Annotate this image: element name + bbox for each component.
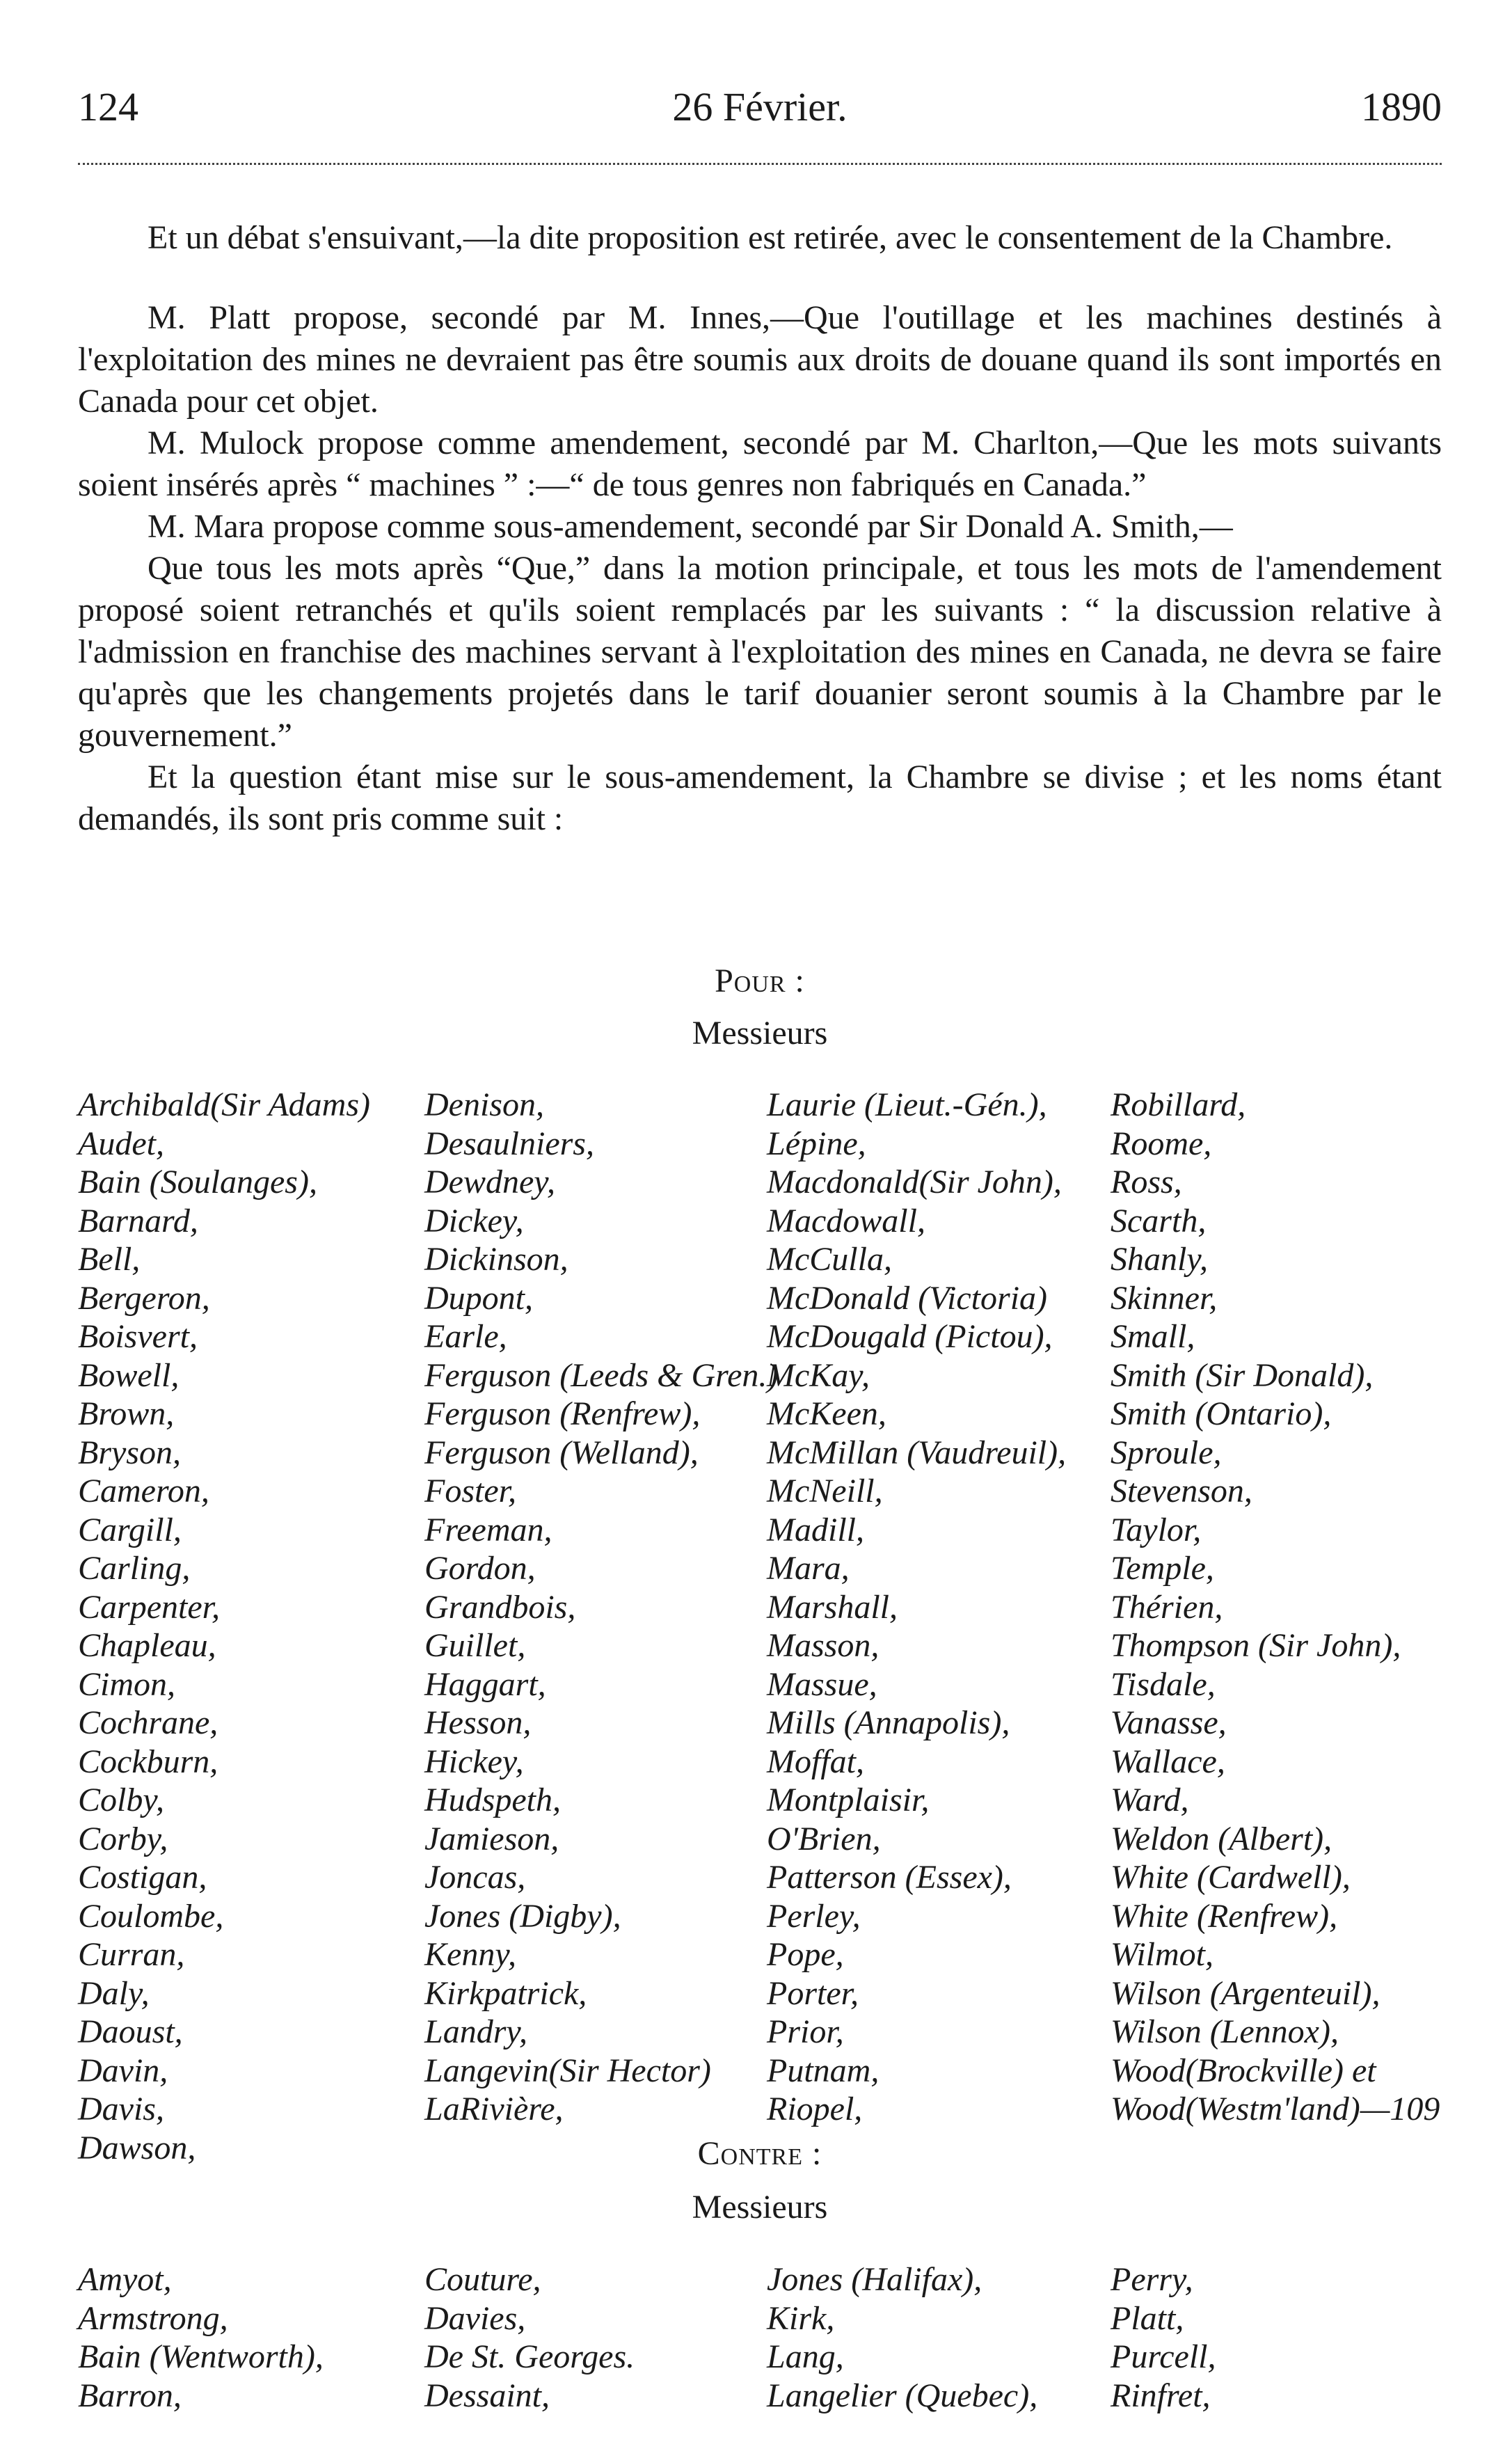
member-name: Roome,: [1111, 1125, 1212, 1162]
member-name: Boisvert,: [78, 1318, 198, 1355]
member-name: McKay,: [767, 1356, 870, 1394]
member-name: Patterson (Essex),: [767, 1859, 1012, 1896]
member-name: Bell,: [78, 1241, 141, 1278]
page-date: 26 Février.: [672, 84, 847, 129]
paragraph: Et la question étant mise sur le sous-amendement, la Chambre se divise ; et les noms étant demandés, ils sont pris comme suit :: [78, 759, 1442, 837]
pour-column: [1111, 1086, 1440, 2129]
member-name: Armstrong,: [78, 2299, 228, 2337]
member-name: McDonald (Victoria): [767, 1279, 1048, 1317]
member-name: Wilson (Lennox),: [1111, 2013, 1339, 2050]
member-name: Masson,: [767, 1627, 880, 1664]
member-name: Desaulniers,: [424, 1125, 594, 1162]
member-name: Dessaint,: [424, 2377, 550, 2414]
member-name: Ferguson (Renfrew),: [424, 1395, 701, 1432]
member-name: McKeen,: [767, 1395, 886, 1432]
member-name: Montplaisir,: [767, 1782, 930, 1818]
page-header: [78, 78, 1442, 141]
member-name: Couture,: [424, 2261, 541, 2298]
member-name: Archibald(Sir Adams): [78, 1086, 370, 1123]
contre-column: [424, 2260, 635, 2415]
member-name: Marshall,: [767, 1588, 898, 1626]
member-name: Ward,: [1111, 1782, 1189, 1818]
member-name: Jamieson,: [424, 1820, 559, 1857]
member-name: Audet,: [78, 1125, 164, 1162]
member-name: Massue,: [767, 1665, 877, 1703]
proceedings-text: [78, 217, 1442, 840]
paragraph: Et un débat s'ensuivant,—la dite proposition est retirée, avec le consentement de la Chambre.: [148, 219, 1393, 256]
member-name: Dickey,: [424, 1202, 524, 1239]
paragraph: M. Platt propose, secondé par M. Innes,—Que l'outillage et les machines destinés à l'exploitation des mines ne devraient pas être soumis aux droits de douane quand ils sont importés en Canada pour cet objet.: [78, 299, 1442, 420]
member-name: Dupont,: [424, 1279, 533, 1317]
member-name: Guillet,: [424, 1627, 526, 1664]
member-name: Robillard,: [1111, 1086, 1246, 1123]
member-name: Carling,: [78, 1550, 191, 1587]
member-name: Gordon,: [424, 1550, 536, 1587]
pour-subheading: Messieurs: [692, 1015, 828, 1052]
contre-column: [767, 2260, 1037, 2415]
member-name: Purcell,: [1111, 2338, 1216, 2375]
member-name: Dewdney,: [424, 1164, 555, 1200]
member-name: Hesson,: [424, 1704, 532, 1741]
member-name: Macdonald(Sir John),: [767, 1164, 1062, 1200]
member-name: Temple,: [1111, 1550, 1214, 1587]
member-name: Pope,: [767, 1936, 844, 1973]
journal-page: [78, 78, 1442, 2414]
paragraph: Que tous les mots après “Que,” dans la motion principale, et tous les mots de l'amendement proposé soient retranchés et qu'ils soient remplacés par les suivants : “ la discussion relative à l'admission en franchise des machines servant à l'exploitation des mines en Canada, ne devra se faire qu'après que les changements projetés dans le tarif douanier seront soumis à la Chambre par le gouvernement.”: [78, 550, 1442, 754]
member-name: Costigan,: [78, 1859, 207, 1896]
member-name: Tisdale,: [1111, 1665, 1216, 1703]
member-name: Lépine,: [767, 1125, 866, 1162]
member-name: Wilmot,: [1111, 1936, 1214, 1973]
member-name: Skinner,: [1111, 1279, 1218, 1317]
member-name: Platt,: [1111, 2299, 1184, 2337]
member-name: Jones (Halifax),: [767, 2261, 982, 2298]
member-name: Cockburn,: [78, 1743, 218, 1780]
member-name: Langelier (Quebec),: [767, 2377, 1038, 2414]
member-name: Kirkpatrick,: [424, 1974, 587, 2012]
member-name: Small,: [1111, 1318, 1195, 1355]
paragraph: M. Mara propose comme sous-amendement, secondé par Sir Donald A. Smith,—: [148, 508, 1233, 545]
member-name: Wood(Westm'land)—109: [1111, 2091, 1440, 2127]
member-name: Colby,: [78, 1782, 165, 1818]
member-name: Curran,: [78, 1936, 185, 1973]
member-name: Cochrane,: [78, 1704, 218, 1741]
member-name: Cameron,: [78, 1473, 209, 1509]
member-name: Brown,: [78, 1395, 175, 1432]
member-name: Davin,: [78, 2052, 168, 2089]
member-name: Mara,: [767, 1550, 850, 1587]
member-name: Chapleau,: [78, 1627, 216, 1664]
member-name: Bergeron,: [78, 1279, 210, 1317]
member-name: Moffat,: [767, 1743, 864, 1780]
member-name: Barron,: [78, 2377, 182, 2414]
member-name: Amyot,: [78, 2261, 172, 2298]
member-name: Cimon,: [78, 1665, 176, 1703]
member-name: Wood(Brockville) et: [1111, 2052, 1376, 2089]
member-name: De St. Georges.: [424, 2338, 635, 2375]
member-name: Bryson,: [78, 1434, 181, 1471]
member-name: McDougald (Pictou),: [767, 1318, 1053, 1355]
member-name: Stevenson,: [1111, 1473, 1252, 1509]
member-name: Scarth,: [1111, 1202, 1207, 1239]
member-name: Hudspeth,: [424, 1782, 561, 1818]
member-name: Thompson (Sir John),: [1111, 1627, 1401, 1664]
member-name: Kirk,: [767, 2299, 835, 2337]
member-name: Laurie (Lieut.-Gén.),: [767, 1086, 1047, 1123]
member-name: Mills (Annapolis),: [767, 1704, 1010, 1741]
member-name: Thérien,: [1111, 1588, 1223, 1626]
member-name: Dawson,: [78, 2129, 196, 2166]
member-name: Langevin(Sir Hector): [424, 2052, 711, 2089]
pour-column: [78, 1086, 370, 2167]
member-name: Denison,: [424, 1086, 544, 1123]
member-name: Madill,: [767, 1511, 864, 1548]
member-name: Jones (Digby),: [424, 1897, 621, 1935]
member-name: Vanasse,: [1111, 1704, 1227, 1741]
paragraph: M. Mulock propose comme amendement, secondé par M. Charlton,—Que les mots suivants soient insérés après “ machines ” :—“ de tous genres non fabriqués en Canada.”: [78, 425, 1442, 503]
member-name: Kenny,: [424, 1936, 516, 1973]
member-name: Bowell,: [78, 1356, 180, 1394]
member-name: Barnard,: [78, 1202, 198, 1239]
member-name: Wallace,: [1111, 1743, 1225, 1780]
contre-subheading: Messieurs: [692, 2189, 828, 2226]
member-name: Smith (Ontario),: [1111, 1395, 1332, 1432]
member-name: Daly,: [78, 1974, 150, 2012]
contre-heading: Contre :: [697, 2135, 822, 2172]
pour-column: [767, 1086, 1066, 2129]
member-name: Dickinson,: [424, 1241, 568, 1278]
member-name: Rinfret,: [1111, 2377, 1211, 2414]
member-name: Putnam,: [767, 2052, 880, 2089]
member-name: Bain (Wentworth),: [78, 2338, 324, 2375]
member-name: White (Renfrew),: [1111, 1897, 1338, 1935]
member-name: Carpenter,: [78, 1588, 220, 1626]
member-name: Grandbois,: [424, 1588, 576, 1626]
pour-column: [424, 1086, 778, 2129]
header-rule: [78, 163, 1442, 165]
member-name: Coulombe,: [78, 1897, 224, 1935]
member-name: McCulla,: [767, 1241, 892, 1278]
member-name: Earle,: [424, 1318, 507, 1355]
member-name: Landry,: [424, 2013, 528, 2050]
member-name: Smith (Sir Donald),: [1111, 1356, 1374, 1394]
member-name: Shanly,: [1111, 1241, 1208, 1278]
member-name: Freeman,: [424, 1511, 552, 1548]
member-name: Bain (Soulanges),: [78, 1164, 317, 1200]
member-name: Hickey,: [424, 1743, 524, 1780]
member-name: Perley,: [767, 1897, 861, 1935]
member-name: White (Cardwell),: [1111, 1859, 1351, 1896]
member-name: Sproule,: [1111, 1434, 1222, 1471]
member-name: Prior,: [767, 2013, 844, 2050]
member-name: Davies,: [424, 2299, 526, 2337]
member-name: Porter,: [767, 1974, 859, 2012]
member-name: Foster,: [424, 1473, 516, 1509]
pour-heading: Pour :: [715, 962, 805, 999]
member-name: Lang,: [767, 2338, 844, 2375]
member-name: Daoust,: [78, 2013, 183, 2050]
member-name: Haggart,: [424, 1665, 546, 1703]
member-name: McMillan (Vaudreuil),: [767, 1434, 1067, 1471]
member-name: LaRivière,: [424, 2091, 564, 2127]
member-name: Riopel,: [767, 2091, 863, 2127]
member-name: Ferguson (Leeds & Gren.): [424, 1356, 779, 1394]
page-number: 124: [78, 84, 138, 129]
member-name: Perry,: [1111, 2261, 1193, 2298]
member-name: McNeill,: [767, 1473, 883, 1509]
page-year: 1890: [1361, 84, 1442, 129]
member-name: Joncas,: [424, 1859, 526, 1896]
member-name: Macdowall,: [767, 1202, 925, 1239]
member-name: Wilson (Argenteuil),: [1111, 1974, 1380, 2012]
member-name: Corby,: [78, 1820, 168, 1857]
member-name: Cargill,: [78, 1511, 182, 1548]
member-name: Ross,: [1111, 1164, 1182, 1200]
member-name: Ferguson (Welland),: [424, 1434, 699, 1471]
member-name: Davis,: [78, 2091, 164, 2127]
contre-column: [1111, 2260, 1216, 2415]
contre-column: [78, 2260, 324, 2415]
member-name: O'Brien,: [767, 1820, 881, 1857]
member-name: Taylor,: [1111, 1511, 1202, 1548]
member-name: Weldon (Albert),: [1111, 1820, 1332, 1857]
